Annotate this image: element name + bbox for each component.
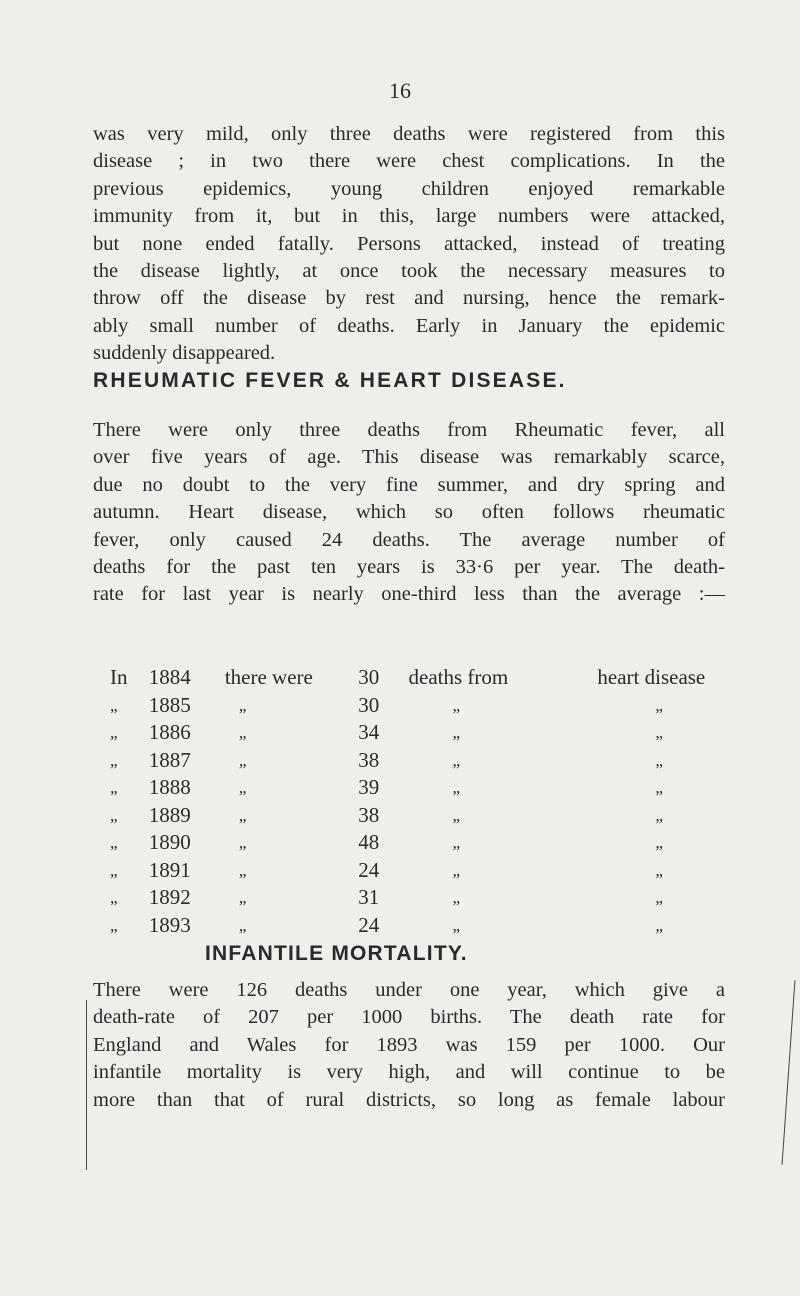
text-line: autumn. Heart disease, which so often follows rheumatic: [93, 501, 725, 524]
ditto-mark: „: [110, 888, 118, 907]
text-line: England and Wales for 1893 was 159 per 1000. Our: [93, 1033, 725, 1056]
table-cell: deaths from: [408, 665, 509, 689]
margin-rule-left: [86, 1000, 87, 1170]
table-cell: 38: [358, 802, 380, 827]
table-cell: 30: [358, 692, 380, 717]
table-row: [110, 664, 800, 692]
ditto-mark: „: [238, 723, 247, 742]
ditto-mark: „: [655, 915, 663, 935]
text-line: the disease lightly, at once took the necessary measures to: [93, 260, 725, 283]
paragraph-epidemic: [93, 121, 725, 368]
ditto-mark: „: [655, 833, 663, 852]
paragraph-infantile-mortality: [93, 977, 725, 1114]
table-cell: 24: [358, 912, 380, 937]
table-row: [110, 747, 800, 775]
text-line: immunity from it, but in this, large numbers were attacked,: [93, 205, 725, 228]
ditto-mark: „: [655, 750, 663, 770]
text-line: more than that of rural districts, so long as female labour: [93, 1088, 725, 1111]
ditto-mark: „: [238, 805, 247, 825]
ditto-mark: „: [655, 805, 663, 825]
ditto-mark: „: [110, 723, 118, 742]
table-cell: 1886: [148, 720, 191, 744]
table-cell: 38: [358, 747, 380, 772]
ditto-mark: „: [238, 750, 247, 770]
ditto-mark: „: [238, 860, 247, 880]
ditto-mark: „: [452, 695, 461, 715]
ditto-mark: „: [110, 750, 118, 770]
ditto-mark: „: [655, 860, 663, 880]
table-row: [110, 719, 800, 747]
text-line: over five years of age. This disease was remarkably scarce,: [93, 446, 725, 469]
ditto-mark: „: [452, 750, 461, 770]
text-line: due no doubt to the very fine summer, and dry spring and: [93, 473, 725, 496]
heart-disease-deaths-table: [110, 664, 800, 939]
ditto-mark: „: [110, 695, 118, 715]
margin-rule-right: [782, 980, 796, 1165]
ditto-mark: „: [238, 833, 247, 852]
text-line: was very mild, only three deaths were registered from this: [93, 123, 725, 145]
text-line: disease ; in two there were chest complications. In the: [93, 150, 725, 173]
ditto-mark: „: [110, 778, 118, 797]
ditto-mark: „: [452, 778, 461, 797]
ditto-mark: „: [110, 833, 118, 852]
table-cell: 1889: [148, 802, 191, 827]
table-row: [110, 912, 800, 940]
text-line: death-rate of 207 per 1000 births. The death rate for: [93, 1006, 725, 1029]
ditto-mark: „: [655, 778, 663, 797]
table-row: [110, 802, 800, 830]
text-line: infantile mortality is very high, and will continue to be: [93, 1061, 725, 1084]
table-cell: 1884: [148, 665, 191, 689]
page-number: 16: [389, 78, 411, 103]
ditto-mark: „: [110, 805, 118, 825]
text-line: suddenly disappeared.: [93, 342, 276, 365]
ditto-mark: „: [452, 915, 461, 935]
ditto-mark: „: [238, 778, 247, 797]
ditto-mark: „: [110, 915, 118, 935]
table-cell: 34: [358, 720, 380, 744]
text-line: previous epidemics, young children enjoyed remarkable: [93, 177, 725, 200]
ditto-mark: „: [655, 695, 663, 715]
table-cell: 24: [358, 857, 380, 882]
ditto-mark: „: [238, 695, 247, 715]
ditto-mark: „: [655, 723, 663, 742]
table-cell: 1891: [148, 857, 191, 882]
table-cell: 1892: [148, 885, 191, 909]
text-line: There were only three deaths from Rheumatic fever, all: [93, 419, 725, 441]
table-cell: there were: [224, 665, 313, 689]
section-heading-rheumatic-fever: RHEUMATIC FEVER & HEART DISEASE.: [93, 369, 567, 392]
text-line: rate for last year is nearly one-third less than the average :—: [93, 583, 725, 606]
paragraph-rheumatic-fever: [93, 417, 725, 609]
table-row: [110, 829, 800, 857]
text-line: ably small number of deaths. Early in January the epidemic: [93, 314, 725, 337]
ditto-mark: „: [110, 860, 118, 880]
table-row: [110, 774, 800, 802]
ditto-mark: „: [452, 805, 461, 825]
text-line: but none ended fatally. Persons attacked, instead of treating: [93, 232, 725, 255]
table-cell: 39: [358, 775, 380, 799]
table-cell: 1885: [148, 692, 191, 717]
table-cell: 30: [358, 665, 380, 689]
table-cell: 31: [358, 885, 380, 909]
ditto-mark: „: [238, 888, 247, 907]
ditto-mark: „: [452, 833, 461, 852]
text-line: throw off the disease by rest and nursing, hence the remark-: [93, 287, 725, 310]
ditto-mark: „: [452, 723, 461, 742]
table-cell: 48: [358, 830, 380, 854]
table-cell: In: [110, 665, 128, 689]
ditto-mark: „: [452, 888, 461, 907]
table-row: [110, 884, 800, 912]
table-cell: heart disease: [597, 665, 706, 689]
section-heading-infantile-mortality: INFANTILE MORTALITY.: [205, 942, 468, 965]
table-cell: 1888: [148, 775, 191, 799]
ditto-mark: „: [452, 860, 461, 880]
ditto-mark: „: [238, 915, 247, 935]
table-cell: 1890: [148, 830, 191, 854]
ditto-mark: „: [655, 888, 663, 907]
table-row: [110, 857, 800, 885]
text-line: fever, only caused 24 deaths. The average number of: [93, 528, 725, 551]
table-cell: 1893: [148, 912, 191, 937]
text-line: There were 126 deaths under one year, which give a: [93, 979, 725, 1001]
table-row: [110, 692, 800, 720]
table-cell: 1887: [148, 747, 191, 772]
text-line: deaths for the past ten years is 33·6 per year. The death-: [93, 556, 725, 579]
